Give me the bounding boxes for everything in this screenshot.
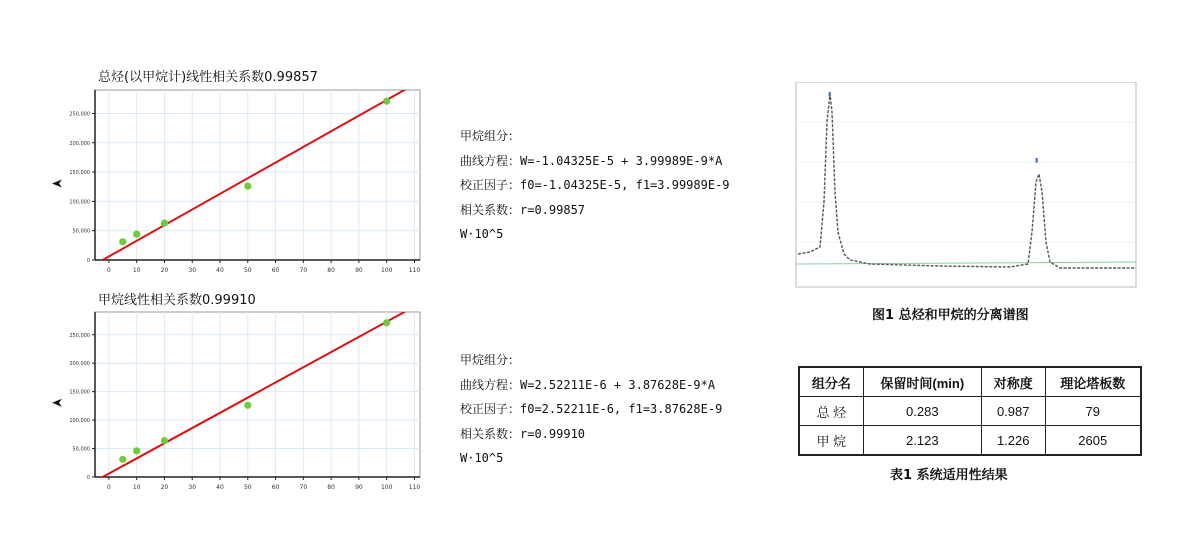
data-point xyxy=(133,231,140,238)
x-tick-label: 50 xyxy=(243,484,252,491)
table-header-cell: 组分名 xyxy=(799,367,863,397)
y-tick-label: 100,000 xyxy=(69,418,90,425)
chart2-title: 甲烷线性相关系数0.99910 xyxy=(98,293,256,308)
chart2-info-line-3: 校正因子：f0=2.52211E-6, f1=3.87628E-9 xyxy=(460,402,723,416)
chart1-info xyxy=(460,124,730,247)
table-cell: 79 xyxy=(1045,397,1141,426)
x-tick-label: 20 xyxy=(160,267,169,274)
data-point xyxy=(161,219,168,226)
plot-area xyxy=(95,90,420,260)
y-tick-label: 200,000 xyxy=(69,361,90,368)
chart2-info-line-1: 甲烷组分： xyxy=(460,353,521,367)
table-cell: 1.226 xyxy=(981,426,1045,456)
peak1-label: ▮ xyxy=(828,91,832,98)
table-row xyxy=(799,426,1141,456)
table-row xyxy=(799,397,1141,426)
x-tick-label: 30 xyxy=(188,267,197,274)
y-tick-label: 200,000 xyxy=(69,140,90,147)
x-tick-label: 30 xyxy=(188,484,197,491)
x-tick-label: 110 xyxy=(408,267,421,274)
data-point xyxy=(161,437,168,444)
x-tick-label: 70 xyxy=(299,484,308,491)
chart1-info-line-1: 甲烷组分： xyxy=(460,129,521,143)
x-tick-label: 80 xyxy=(327,267,335,274)
chart1-info-line-5: W·10^5 xyxy=(460,227,504,241)
axis-arrow-icon xyxy=(52,180,62,188)
table-header-row xyxy=(799,367,1141,397)
chart2-plot xyxy=(50,304,430,494)
table-header-cell: 对称度 xyxy=(981,367,1045,397)
x-tick-label: 60 xyxy=(271,267,280,274)
x-tick-label: 60 xyxy=(271,484,280,491)
y-tick-label: 250,000 xyxy=(69,111,90,118)
x-tick-label: 100 xyxy=(380,267,393,274)
x-tick-label: 40 xyxy=(216,267,224,274)
table-cell: 总 烃 xyxy=(799,397,863,426)
table-cell: 2605 xyxy=(1045,426,1141,456)
y-tick-label: 250,000 xyxy=(69,332,90,339)
chromatogram-frame xyxy=(796,82,1136,287)
x-tick-label: 70 xyxy=(299,267,308,274)
x-tick-label: 0 xyxy=(106,267,111,274)
x-tick-label: 90 xyxy=(355,267,363,274)
data-point xyxy=(383,319,390,326)
chart1-info-line-3: 校正因子：f0=-1.04325E-5, f1=3.99989E-9 xyxy=(460,178,730,192)
axis-arrow-icon xyxy=(52,399,62,407)
system-suitability-table xyxy=(798,366,1142,456)
chart1-plot xyxy=(50,82,430,282)
chart1-info-line-4: 相关系数：r=0.99857 xyxy=(460,202,586,217)
data-point xyxy=(244,402,251,409)
data-point xyxy=(383,98,390,105)
data-point xyxy=(119,456,126,463)
table-header-cell: 理论塔板数 xyxy=(1045,367,1141,397)
table-cell: 0.987 xyxy=(981,397,1045,426)
plot-area xyxy=(95,312,420,477)
table-cell: 0.283 xyxy=(863,397,981,426)
chart2-info xyxy=(460,348,722,471)
table-caption: 表1 系统适用性结果 xyxy=(890,468,1008,483)
y-tick-label: 150,000 xyxy=(69,170,90,177)
data-point xyxy=(119,238,126,245)
x-tick-label: 90 xyxy=(355,484,363,491)
figure-caption: 图1 总烃和甲烷的分离谱图 xyxy=(872,308,1029,323)
chart1-title: 总烃(以甲烷计)线性相关系数0.99857 xyxy=(98,70,318,85)
table-header-cell: 保留时间(min) xyxy=(863,367,981,397)
chromatogram-figure xyxy=(790,82,1140,292)
x-tick-label: 110 xyxy=(408,484,421,491)
y-tick-label: 150,000 xyxy=(69,389,90,396)
chart2-info-line-2: 曲线方程：W=2.52211E-6 + 3.87628E-9*A xyxy=(460,377,716,392)
x-tick-label: 0 xyxy=(106,484,111,491)
y-tick-label: 0 xyxy=(86,475,90,481)
x-tick-label: 10 xyxy=(132,267,141,274)
data-point xyxy=(133,447,140,454)
table-cell: 甲 烷 xyxy=(799,426,863,456)
x-tick-label: 80 xyxy=(327,484,335,491)
x-tick-label: 40 xyxy=(216,484,224,491)
x-tick-label: 50 xyxy=(243,267,252,274)
y-tick-label: 0 xyxy=(86,258,90,264)
chart1-info-line-2: 曲线方程：W=-1.04325E-5 + 3.99989E-9*A xyxy=(460,153,723,168)
data-point xyxy=(244,183,251,190)
x-tick-label: 100 xyxy=(380,484,393,491)
table-cell: 2.123 xyxy=(863,426,981,456)
x-tick-label: 20 xyxy=(160,484,169,491)
y-tick-label: 50,000 xyxy=(72,446,90,453)
y-tick-label: 100,000 xyxy=(69,199,90,206)
chart2-info-line-4: 相关系数：r=0.99910 xyxy=(460,426,586,441)
y-tick-label: 50,000 xyxy=(72,228,90,235)
peak2-label: ▮ xyxy=(1035,157,1039,164)
chart2-info-line-5: W·10^5 xyxy=(460,451,504,465)
x-tick-label: 10 xyxy=(132,484,141,491)
